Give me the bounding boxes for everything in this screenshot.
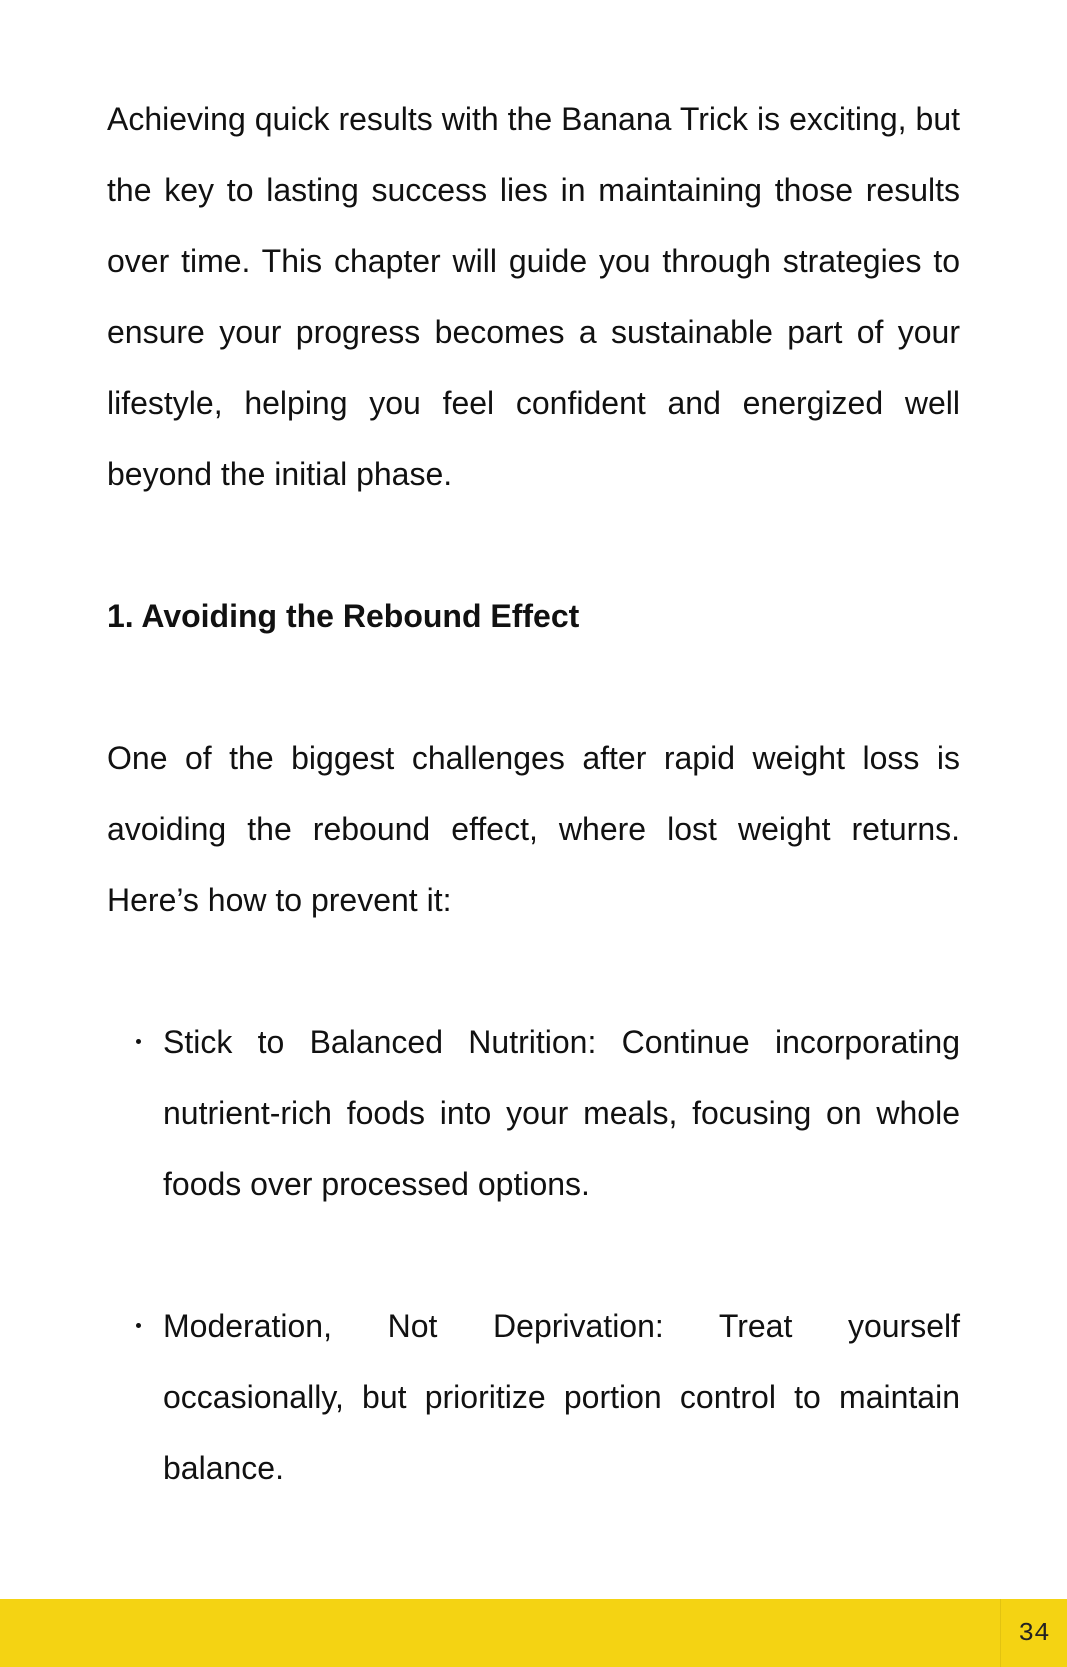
footer-bar	[0, 1599, 1067, 1667]
section-heading: 1. Avoiding the Rebound Effect	[107, 598, 580, 634]
list-item-text: Moderation, Not Deprivation: Treat yourself occasionally, but prioritize portion control to maintain balance.	[163, 1308, 960, 1486]
intro-paragraph: Achieving quick results with the Banana Trick is exciting, but the key to lasting success lies in maintaining those results over time. This chapter will guide you through strategies to ensure your progress becomes a sustainable part of your lifestyle, helping you feel confident and energized well beyond the initial phase.	[107, 101, 960, 492]
bullet-icon	[136, 1323, 141, 1328]
list-item	[107, 1291, 960, 1504]
bullet-list	[107, 1007, 960, 1504]
page-number: 34	[1000, 1599, 1067, 1667]
list-item-text: Stick to Balanced Nutrition: Continue incorporating nutrient-rich foods into your meals, focusing on whole foods over processed options.	[163, 1024, 960, 1202]
list-item	[107, 1007, 960, 1220]
page-content	[107, 84, 960, 1504]
bullet-icon	[136, 1039, 141, 1044]
section-paragraph: One of the biggest challenges after rapid weight loss is avoiding the rebound effect, where lost weight returns. Here’s how to prevent it:	[107, 740, 960, 918]
